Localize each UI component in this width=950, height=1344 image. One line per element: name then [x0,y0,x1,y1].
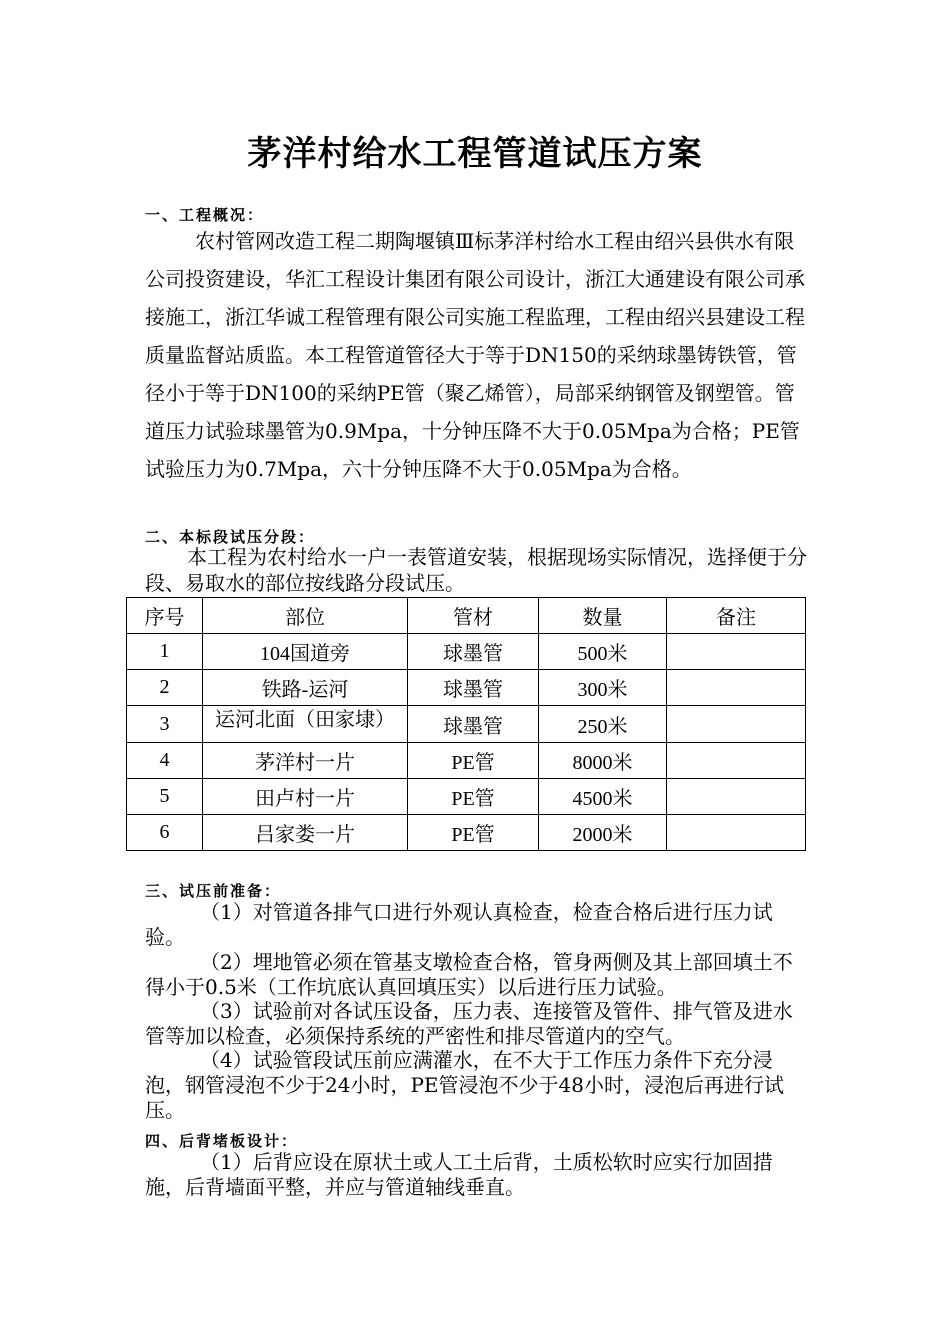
table-row [127,815,806,851]
cell-location-text: 运河北面（田家埭） [215,709,395,731]
cell-material: PE管 [408,779,539,815]
preparation-item-1: （1）对管道各排气口进行外观认真检查，检查合格后进行压力试验。 [145,900,773,949]
document-title: 茅洋村给水工程管道试压方案 [247,134,703,174]
cell-remarks [667,706,806,743]
cell-quantity: 2000米 [539,815,667,851]
cell-location: 铁路-运河 [203,670,408,706]
cell-location: 茅洋村一片 [203,743,408,779]
cell-remarks [667,670,806,706]
cell-remarks [667,815,806,851]
header-cell-index: 序号 [127,598,203,634]
cell-location: 104国道旁 [203,634,408,670]
cell-index: 5 [127,779,203,815]
cell-material: 球墨管 [408,634,539,670]
table-row [127,779,806,815]
section-heading-preparation: 三、试压前准备： [145,882,282,900]
cell-quantity: 300米 [539,670,667,706]
overview-paragraph: 农村管网改造工程二期陶堰镇Ⅲ标茅洋村给水工程由绍兴县供水有限公司投资建设，华汇工程设计集团有限公司设计，浙江大通建设有限公司承接施工，浙江华诚工程管理有限公司实施工程监理，工程由绍兴县建设工程质量监督站质监。本工程管道管径大于等于DN150的采纳球墨铸铁管，管径小于等于DN100的采纳PE管（聚乙烯管），局部采纳钢管及钢塑管。管道压力试验球墨管为0.9Mpa，十分钟压降不大于0.05Mpa为合格；PE管试验压力为0.7Mpa，六十分钟压降不大于0.05Mpa为合格。 [145,229,805,481]
segments-paragraph: 本工程为农村给水一户一表管道安装，根据现场实际情况，选择便于分段、易取水的部位按线路分段试压。 [145,545,807,595]
preparation-item-4: （4）试验管段试压前应满灌水，在不大于工作压力条件下充分浸泡，钢管浸泡不少于24小时，PE管浸泡不少于48小时，浸泡后再进行试压。 [145,1048,784,1122]
backing-item-1: （1）后背应设在原状土或人工土后背，土质松软时应实行加固措施，后背墙面平整，并应与管道轴线垂直。 [145,1150,773,1199]
cell-quantity: 4500米 [539,779,667,815]
cell-index: 6 [127,815,203,851]
section-heading-backing: 四、后背堵板设计： [145,1132,299,1150]
cell-location: 吕家娄一片 [203,815,408,851]
cell-remarks [667,779,806,815]
cell-location: 田卢村一片 [203,779,408,815]
table-row [127,706,806,743]
section-heading-overview: 一、工程概况： [145,206,265,224]
table-row [127,670,806,706]
table-header-row [127,598,806,634]
cell-material: PE管 [408,743,539,779]
cell-index: 3 [127,706,203,743]
cell-index: 1 [127,634,203,670]
cell-quantity: 250米 [539,706,667,743]
header-cell-quantity: 数量 [539,598,667,634]
header-cell-remarks: 备注 [667,598,806,634]
cell-quantity: 8000米 [539,743,667,779]
cell-index: 2 [127,670,203,706]
cell-quantity: 500米 [539,634,667,670]
cell-remarks [667,634,806,670]
cell-material: PE管 [408,815,539,851]
cell-material: 球墨管 [408,706,539,743]
section-heading-segments: 二、本标段试压分段： [145,528,316,546]
table-row [127,743,806,779]
preparation-item-2: （2）埋地管必须在管基支墩检查合格，管身两侧及其上部回填土不得小于0.5米（工作坑底认真回填压实）以后进行压力试验。 [145,950,793,999]
preparation-item-3: （3）试验前对各试压设备，压力表、连接管及管件、排气管及进水管等加以检查，必须保持系统的严密性和排尽管道内的空气。 [145,999,793,1048]
header-cell-location: 部位 [203,598,408,634]
cell-remarks [667,743,806,779]
segment-table [126,597,806,851]
cell-location [203,706,408,743]
header-cell-material: 管材 [408,598,539,634]
cell-index: 4 [127,743,203,779]
cell-material: 球墨管 [408,670,539,706]
table-row [127,634,806,670]
